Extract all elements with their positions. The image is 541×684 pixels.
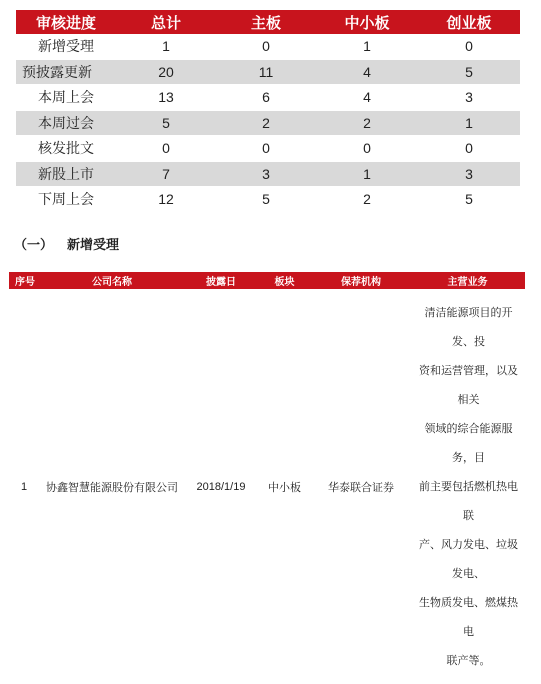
cell-gem: 5 <box>418 59 520 85</box>
row-label: 新增受理 <box>16 34 116 59</box>
business-line: 资和运营管理，以及相关 <box>419 365 518 406</box>
cell-gem: 0 <box>418 136 520 162</box>
cell-board: 中小板 <box>268 481 301 494</box>
header-review-progress: 审核进度 <box>16 10 116 34</box>
business-line: 前主要包括燃机热电联 <box>419 481 518 522</box>
cell-gem: 5 <box>418 187 520 213</box>
cell-sme: 4 <box>316 59 418 85</box>
cell-gem: 3 <box>418 161 520 187</box>
cell-total: 20 <box>116 59 216 85</box>
section-heading <box>14 234 119 253</box>
header-gem-board: 创业板 <box>418 10 520 34</box>
cell-gem: 0 <box>418 34 520 59</box>
summary-header-row <box>16 10 520 34</box>
cell-main: 0 <box>216 136 316 162</box>
cell-sme: 0 <box>316 136 418 162</box>
summary-row <box>16 161 520 187</box>
summary-row <box>16 85 520 111</box>
business-line: 产、风力发电、垃圾发电、 <box>419 539 518 580</box>
new-applications-table <box>9 272 525 684</box>
cell-total: 13 <box>116 85 216 111</box>
header-sponsor: 保荐机构 <box>312 272 410 289</box>
cell-main: 0 <box>216 34 316 59</box>
header-board: 板块 <box>257 272 312 289</box>
summary-row <box>16 110 520 136</box>
cell-sme: 1 <box>316 161 418 187</box>
header-main-board: 主板 <box>216 10 316 34</box>
cell-main: 11 <box>216 59 316 85</box>
business-line: 生物质发电、燃煤热 电 <box>419 597 518 638</box>
cell-gem: 3 <box>418 85 520 111</box>
cell-sme: 1 <box>316 34 418 59</box>
cell-main: 6 <box>216 85 316 111</box>
summary-row <box>16 59 520 85</box>
summary-row <box>16 34 520 59</box>
cell-total: 12 <box>116 187 216 213</box>
header-disclosure-date: 披露日 <box>185 272 257 289</box>
cell-sme: 4 <box>316 85 418 111</box>
cell-sme: 2 <box>316 110 418 136</box>
header-sme-board: 中小板 <box>316 10 418 34</box>
cell-total: 0 <box>116 136 216 162</box>
review-progress-table <box>16 10 520 213</box>
header-total: 总计 <box>116 10 216 34</box>
cell-main: 5 <box>216 187 316 213</box>
business-line: 清洁能源项目的开发、投 <box>424 307 513 348</box>
cell-total: 5 <box>116 110 216 136</box>
cell-total: 7 <box>116 161 216 187</box>
cell-disclosure-date: 2018/1/19 <box>196 480 246 493</box>
row-label: 本周上会 <box>16 85 116 111</box>
table-row <box>9 289 525 684</box>
summary-row <box>16 136 520 162</box>
header-company-name: 公司名称 <box>39 272 185 289</box>
section-number: （一） <box>14 237 54 252</box>
cell-sponsor: 华泰联合证券 <box>328 481 394 494</box>
cell-main: 2 <box>216 110 316 136</box>
cell-gem: 1 <box>418 110 520 136</box>
cell-total: 1 <box>116 34 216 59</box>
row-label: 预披露更新 <box>16 59 116 85</box>
section-title: 新增受理 <box>67 237 120 252</box>
detail-header-row <box>9 272 525 289</box>
cell-company-name: 协鑫智慧能源股份有限公司 <box>46 481 178 494</box>
cell-index: 1 <box>20 480 28 493</box>
row-label: 下周上会 <box>16 187 116 213</box>
summary-row <box>16 187 520 213</box>
header-main-business: 主营业务 <box>410 272 525 289</box>
row-label: 本周过会 <box>16 110 116 136</box>
header-index: 序号 <box>9 272 39 289</box>
business-line: 联产等。 <box>446 655 491 667</box>
business-line: 领域的综合能源服务，目 <box>424 423 513 464</box>
row-label: 核发批文 <box>16 136 116 162</box>
cell-main: 3 <box>216 161 316 187</box>
cell-main-business <box>410 289 525 684</box>
row-label: 新股上市 <box>16 161 116 187</box>
cell-sme: 2 <box>316 187 418 213</box>
